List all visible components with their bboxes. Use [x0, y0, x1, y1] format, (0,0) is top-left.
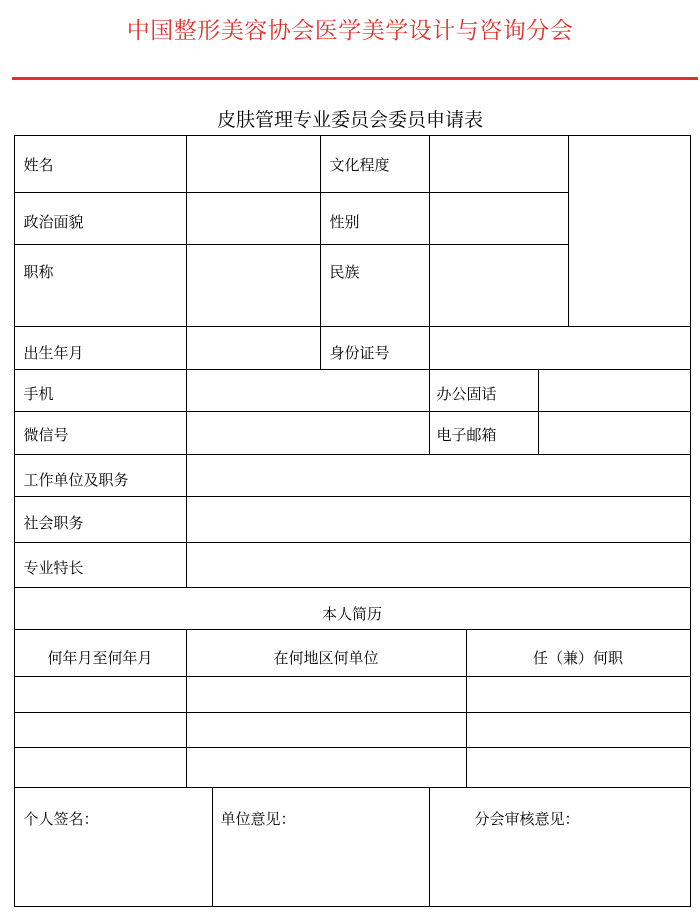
- resume-row-1-position[interactable]: [466, 676, 691, 713]
- birth-date-field[interactable]: [186, 326, 321, 370]
- personal-signature-box[interactable]: [14, 787, 213, 907]
- ethnicity-label: 民族: [320, 244, 430, 327]
- name-label: 姓名: [14, 135, 187, 193]
- wechat-label: 微信号: [14, 411, 187, 455]
- branch-review-label: 分会审核意见：: [474, 809, 580, 828]
- resume-row-3-position[interactable]: [466, 747, 691, 788]
- ethnicity-field[interactable]: [429, 244, 569, 327]
- resume-column-position: 任（兼）何职: [466, 629, 691, 677]
- id-number-field[interactable]: [429, 326, 691, 370]
- social-roles-label: 社会职务: [14, 496, 187, 543]
- social-roles-field[interactable]: [186, 496, 691, 543]
- specialty-label: 专业特长: [14, 542, 187, 588]
- mobile-label: 手机: [14, 369, 187, 412]
- branch-review-box[interactable]: [429, 787, 691, 907]
- resume-row-1-employer[interactable]: [186, 676, 467, 713]
- resume-row-2-position[interactable]: [466, 712, 691, 748]
- email-label: 电子邮箱: [429, 411, 539, 455]
- id-number-label: 身份证号: [320, 326, 430, 370]
- name-field[interactable]: [186, 135, 321, 193]
- education-field[interactable]: [429, 135, 569, 193]
- personal-signature-label: 个人签名：: [23, 809, 99, 828]
- form-title: 皮肤管理专业委员会委员申请表: [216, 109, 483, 131]
- birth-date-label: 出生年月: [14, 326, 187, 370]
- political-status-label: 政治面貌: [14, 192, 187, 245]
- office-phone-field[interactable]: [538, 369, 691, 412]
- header-divider: [12, 77, 698, 80]
- organization-name: 中国整形美容协会医学美学设计与咨询分会: [126, 18, 574, 44]
- resume-row-1-period[interactable]: [14, 676, 187, 713]
- employer-position-field[interactable]: [186, 454, 691, 497]
- mobile-field[interactable]: [186, 369, 430, 412]
- unit-opinion-box[interactable]: [212, 787, 430, 907]
- job-title-label: 职称: [14, 244, 187, 327]
- resume-title: 本人简历: [14, 587, 691, 630]
- photo-area[interactable]: [568, 135, 691, 327]
- resume-row-3-employer[interactable]: [186, 747, 467, 788]
- unit-opinion-label: 单位意见：: [220, 809, 296, 828]
- resume-column-period: 何年月至何年月: [14, 629, 187, 677]
- specialty-field[interactable]: [186, 542, 691, 588]
- employer-position-label: 工作单位及职务: [14, 454, 187, 497]
- education-label: 文化程度: [320, 135, 430, 193]
- political-status-field[interactable]: [186, 192, 321, 245]
- email-field[interactable]: [538, 411, 691, 455]
- wechat-field[interactable]: [186, 411, 430, 455]
- gender-label: 性别: [320, 192, 430, 245]
- resume-row-2-employer[interactable]: [186, 712, 467, 748]
- office-phone-label: 办公固话: [429, 369, 539, 412]
- resume-row-3-period[interactable]: [14, 747, 187, 788]
- job-title-field[interactable]: [186, 244, 321, 327]
- resume-row-2-period[interactable]: [14, 712, 187, 748]
- resume-column-employer: 在何地区何单位: [186, 629, 467, 677]
- gender-field[interactable]: [429, 192, 569, 245]
